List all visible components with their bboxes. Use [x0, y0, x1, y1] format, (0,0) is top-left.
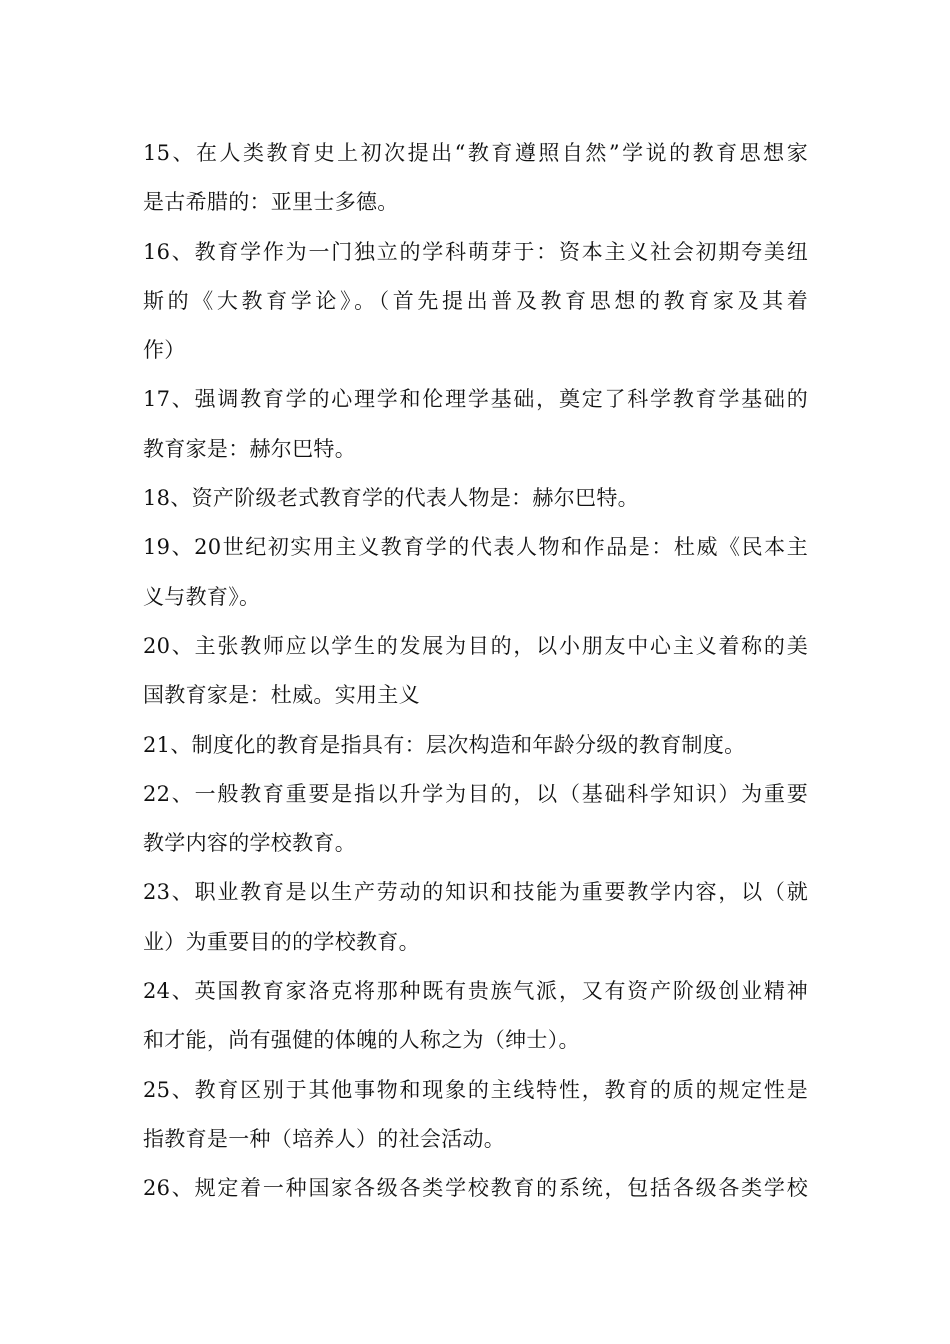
text-line-10: 义与教育》。	[143, 584, 261, 609]
text-line-22: 26、规定着一种国家各级各类学校教育的系统，包括各级各类学校	[143, 1176, 808, 1201]
text-line-20: 25、教育区别于其他事物和现象的主线特性，教育的质的规定性是	[143, 1077, 808, 1102]
text-line-17: 业）为重要目的的学校教育。	[143, 929, 420, 954]
text-line-4: 斯的《大教育学论》。（首先提出普及教育思想的教育家及其着	[143, 288, 808, 313]
text-line-9: 19、20世纪初实用主义教育学的代表人物和作品是：杜威《民本主	[143, 535, 808, 560]
text-line-18: 24、英国教育家洛克将那种既有贵族气派，又有资产阶级创业精神	[143, 979, 808, 1004]
text-line-7: 教育家是：赫尔巴特。	[143, 436, 356, 461]
text-line-13: 21、制度化的教育是指具有：层次构造和年龄分级的教育制度。	[143, 732, 746, 757]
text-line-21: 指教育是一种（培养人）的社会活动。	[143, 1126, 506, 1151]
text-line-14: 22、一般教育重要是指以升学为目的，以（基础科学知识）为重要	[143, 781, 808, 806]
text-line-2: 是古希腊的：亚里士多德。	[143, 190, 399, 215]
text-line-11: 20、主张教师应以学生的发展为目的，以小朋友中心主义着称的美	[143, 633, 808, 658]
text-line-6: 17、强调教育学的心理学和伦理学基础，奠定了科学教育学基础的	[143, 387, 808, 412]
text-line-3: 16、教育学作为一门独立的学科萌芽于：资本主义社会初期夸美纽	[143, 239, 808, 264]
text-line-8: 18、资产阶级老式教育学的代表人物是：赫尔巴特。	[143, 486, 639, 511]
document-page	[143, 134, 808, 1219]
text-line-16: 23、职业教育是以生产劳动的知识和技能为重要教学内容，以（就	[143, 880, 808, 905]
text-line-19: 和才能，尚有强健的体魄的人称之为（绅士）。	[143, 1028, 580, 1053]
text-line-1: 15、在人类教育史上初次提出“教育遵照自然”学说的教育思想家	[143, 141, 808, 165]
text-line-15: 教学内容的学校教育。	[143, 831, 356, 856]
text-line-5: 作）	[143, 338, 186, 363]
text-line-12: 国教育家是：杜威。实用主义	[143, 683, 420, 708]
